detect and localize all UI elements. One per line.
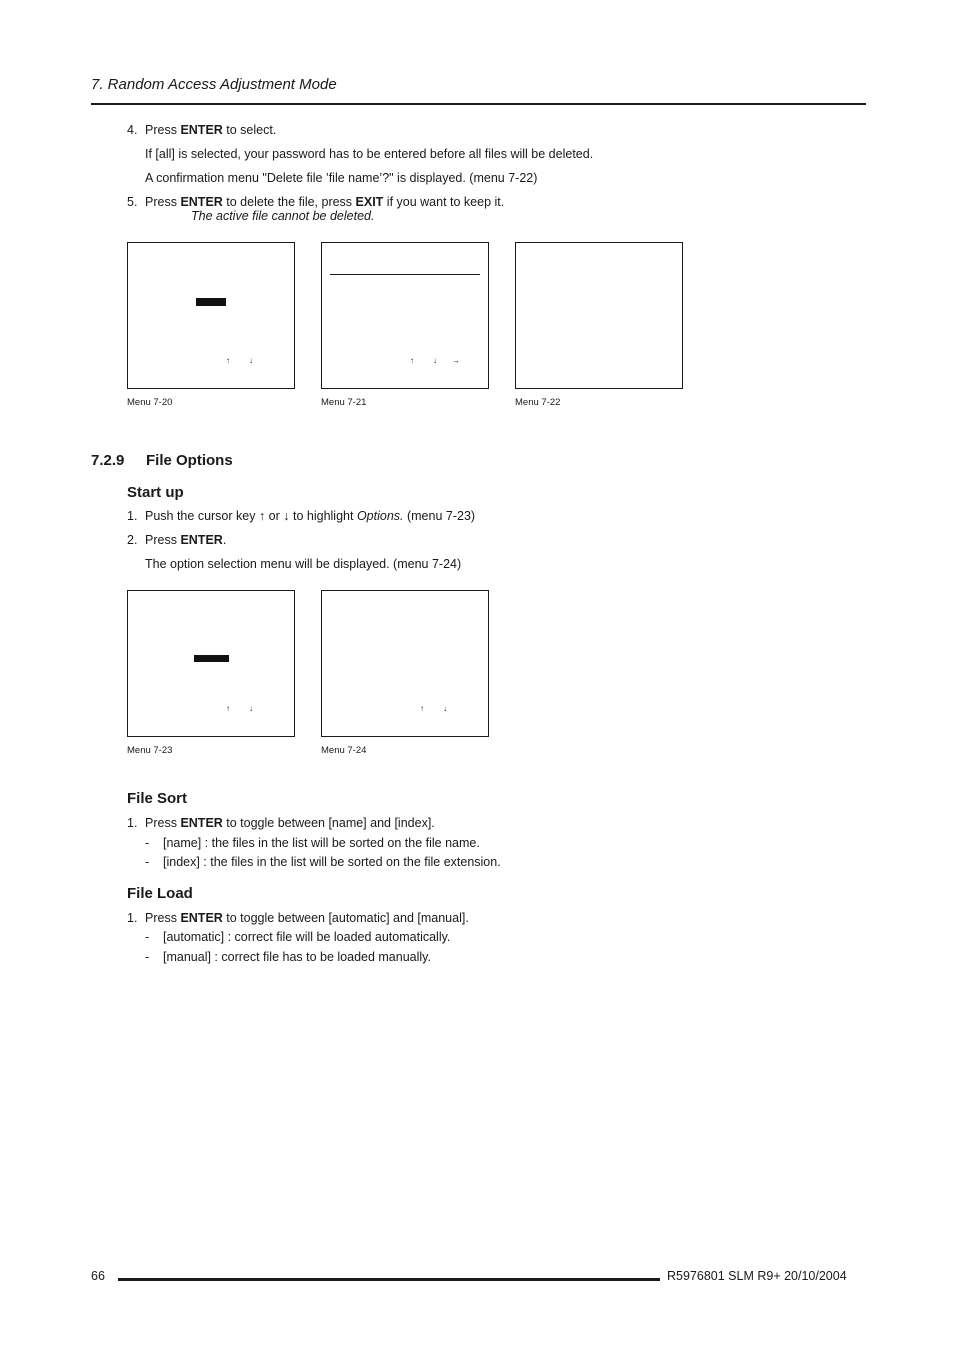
footer-rule — [118, 1278, 660, 1281]
header-rule — [91, 103, 866, 105]
file-load-step-1: 1. Press ENTER to toggle between [automatic] and [manual]. — [127, 911, 469, 925]
arrow-down-icon: ↓ — [249, 356, 253, 365]
startup-step-2: 2. Press ENTER. — [127, 533, 227, 547]
file-load-heading: File Load — [127, 885, 193, 902]
caption-menu-7-20: Menu 7-20 — [127, 397, 173, 408]
menu-7-22-screen — [515, 242, 683, 389]
section-heading: 7.2.9 File Options — [91, 452, 233, 469]
file-sort-heading: File Sort — [127, 790, 188, 807]
startup-step-1: 1. Push the cursor key ↑ or ↓ to highlight Options. (menu 7-23) — [127, 509, 476, 523]
page-number: 66 — [91, 1269, 105, 1283]
startup-step-2-desc: The option selection menu will be displayed. (menu 7-24) — [145, 557, 462, 571]
arrow-right-icon: → — [452, 356, 460, 365]
caption-menu-7-23: Menu 7-23 — [127, 745, 173, 756]
active-file-note: The active file cannot be deleted. — [191, 209, 375, 223]
menu-divider — [330, 274, 480, 275]
caption-menu-7-24: Menu 7-24 — [321, 745, 367, 756]
arrow-down-icon: ↓ — [249, 704, 253, 713]
file-sort-bullet-name: - [name] : the files in the list will be sorted on the file name. — [145, 836, 480, 850]
arrow-down-icon: ↓ — [433, 356, 437, 365]
highlight-bar — [194, 655, 229, 662]
menu-7-20-screen — [127, 242, 295, 389]
arrow-up-icon: ↑ — [420, 704, 424, 713]
running-header: 7. Random Access Adjustment Mode — [91, 76, 337, 93]
file-sort-step-1: 1. Press ENTER to toggle between [name] and [index]. — [127, 816, 435, 830]
step-4-confirmation-note: A confirmation menu "Delete file ’file name’?" is displayed. (menu 7-22) — [145, 171, 538, 185]
step-5: 5. Press ENTER to delete the file, press EXIT if you want to keep it. — [127, 195, 505, 209]
menu-7-23-screen — [127, 590, 295, 737]
arrow-up-icon: ↑ — [226, 356, 230, 365]
step-4: 4. Press ENTER to select. — [127, 123, 277, 137]
file-load-bullet-automatic: - [automatic] : correct file will be loaded automatically. — [145, 930, 451, 944]
highlight-bar — [196, 298, 226, 306]
file-load-bullet-manual: - [manual] : correct file has to be loaded manually. — [145, 950, 431, 964]
startup-heading: Start up — [127, 484, 184, 501]
arrow-up-icon: ↑ — [226, 704, 230, 713]
menu-7-21-screen — [321, 242, 489, 389]
file-sort-bullet-index: - [index] : the files in the list will be sorted on the file extension. — [145, 855, 501, 869]
document-reference: R5976801 SLM R9+ 20/10/2004 — [667, 1269, 847, 1283]
step-4-password-note: If [all] is selected, your password has to be entered before all files will be deleted. — [145, 147, 594, 161]
arrow-up-icon: ↑ — [410, 356, 414, 365]
caption-menu-7-22: Menu 7-22 — [515, 397, 561, 408]
menu-7-24-screen — [321, 590, 489, 737]
caption-menu-7-21: Menu 7-21 — [321, 397, 367, 408]
arrow-down-icon: ↓ — [443, 704, 447, 713]
